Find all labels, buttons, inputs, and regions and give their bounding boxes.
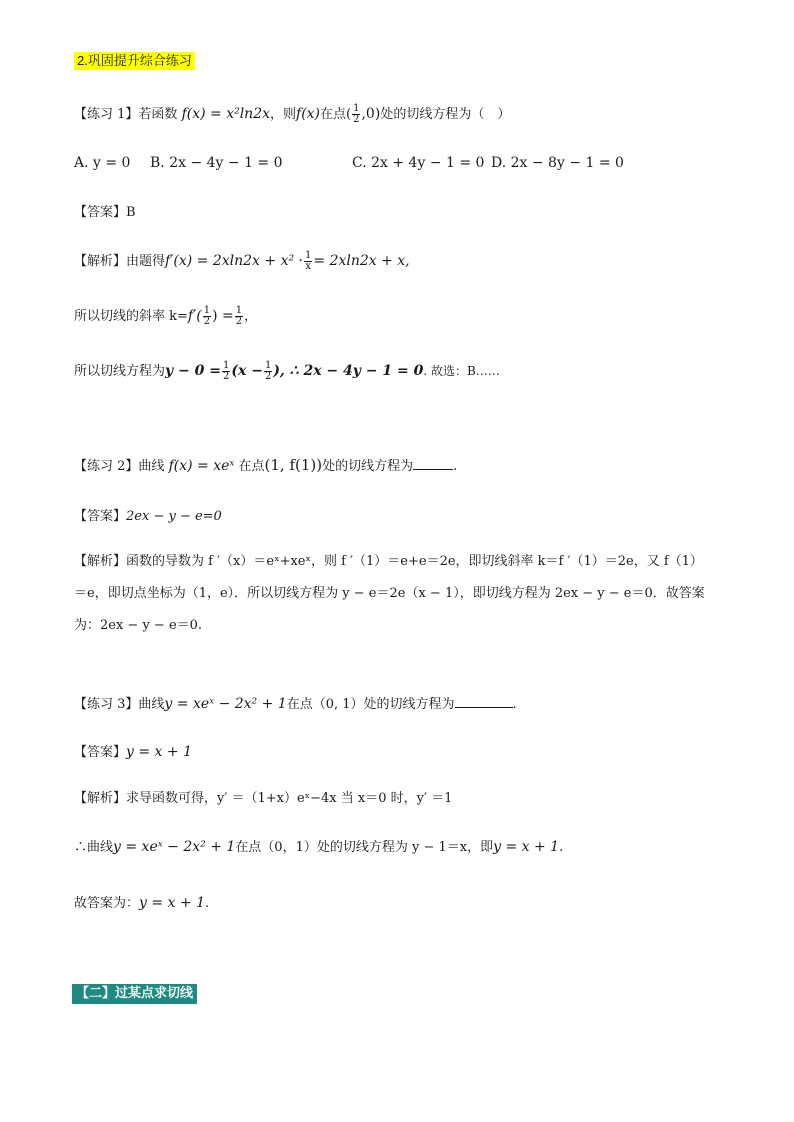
ex1-option-c xyxy=(352,155,484,171)
ex1-sol1-fraction xyxy=(304,251,312,272)
ex1-sol2-a: f′( xyxy=(187,308,202,324)
ex1-sol3-fd: 2 xyxy=(222,371,230,382)
ex3-solution-line1 xyxy=(74,787,452,806)
ex1-sol3-fraction2 xyxy=(264,361,272,382)
ex1-sol3-c: ), ∴ 2x − 4y − 1 = 0 xyxy=(273,363,424,379)
ex1-point-den: 2 xyxy=(353,114,360,125)
ex1-solution-line2 xyxy=(74,305,257,327)
section-heading xyxy=(74,52,195,70)
ex3-answer-label: 【答案】 xyxy=(74,745,127,760)
ex2-solution-label: 【解析】 xyxy=(74,554,127,569)
ex2-solution-text3: 为：2ex − y − e＝0. xyxy=(74,618,203,633)
ex1-q-mid: ，则 xyxy=(270,107,297,122)
option-c-text: C. 2x + 4y − 1 = 0 xyxy=(352,155,485,171)
ex2-point: (1, f(1)) xyxy=(264,456,323,474)
section2-heading-text: 【二】过某点求切线 xyxy=(76,986,194,1001)
ex2-q-mid: 在点 xyxy=(238,459,265,474)
ex1-sol3-fn: 1 xyxy=(222,360,230,371)
option-d-text: D. 2x − 8y − 1 = 0 xyxy=(491,155,624,171)
ex3-q-end: . xyxy=(512,697,517,712)
section-heading-text: 2.巩固提升综合练习 xyxy=(77,53,192,68)
ex1-answer-label: 【答案】 xyxy=(74,205,127,220)
ex1-option-b xyxy=(150,155,283,171)
ex2-answer-blank xyxy=(413,457,453,470)
ex3-solution-line3 xyxy=(74,892,209,911)
ex3-solution-text1: 求导函数可得，y′ ＝（1+x）eˣ−4x 当 x＝0 时，y′ ＝1 xyxy=(126,791,453,806)
ex1-fx: f(x) xyxy=(296,106,321,122)
ex1-sol2-b: ) = xyxy=(212,308,234,324)
ex3-answer-blank xyxy=(455,695,513,708)
ex1-function: f(x) = x²ln2x xyxy=(181,106,270,122)
ex1-answer xyxy=(74,201,136,220)
ex2-solution-line3 xyxy=(74,614,202,633)
ex1-answer-value: B xyxy=(126,205,136,220)
ex2-label: 【练习 2】 xyxy=(74,459,139,474)
ex1-sol2-result xyxy=(235,306,243,327)
ex1-sol3-gd: 2 xyxy=(264,371,272,382)
ex1-option-a xyxy=(74,155,130,171)
ex1-point-end: ,0) xyxy=(361,106,381,122)
ex3-sol2-function: y = xeˣ − 2x² + 1 xyxy=(113,839,236,855)
ex1-sol1-pre: 由题得 xyxy=(126,254,166,269)
ex1-sol3-pre: 所以切线方程为 xyxy=(74,364,166,379)
ex1-sol1-fd: x xyxy=(305,261,311,272)
ex2-question xyxy=(74,455,457,474)
ex1-sol2-fraction xyxy=(203,306,211,327)
ex2-solution-text2: ＝e，即切点坐标为（1，e）．所以切线方程为 y − e＝2e（x − 1），即切线方程为 2ex − y − e＝0．故答案 xyxy=(74,586,705,601)
ex1-q-pre: 若函数 xyxy=(138,107,178,122)
option-b-text: B. 2x − 4y − 1 = 0 xyxy=(150,155,283,171)
ex2-answer-label: 【答案】 xyxy=(74,509,127,524)
ex3-answer xyxy=(74,741,192,760)
ex1-sol3-gn: 1 xyxy=(264,360,272,371)
ex3-sol2-pre: ∴曲线 xyxy=(74,840,114,855)
section2-heading xyxy=(72,984,197,1004)
ex1-sol3-fraction xyxy=(222,361,230,382)
ex1-solution-label: 【解析】 xyxy=(74,254,127,269)
ex3-solution-line2 xyxy=(74,836,563,855)
ex2-solution-text1: 函数的导数为 f ′（x）＝eˣ+xeˣ，则 f ′（1）＝e+e＝2e，即切线斜率 k＝f ′（1）＝2e，又 f（1） xyxy=(126,554,703,569)
ex3-sol3-result: y = x + 1 xyxy=(139,895,205,911)
ex1-label: 【练习 1】 xyxy=(74,107,139,122)
ex1-sol2-rn: 1 xyxy=(235,305,243,316)
ex1-sol3-end: . 故选：B…… xyxy=(423,364,500,378)
ex1-point-num: 1 xyxy=(353,103,360,114)
ex1-sol2-rd: 2 xyxy=(235,316,243,327)
ex3-sol2-result: y = x + 1 xyxy=(493,839,560,855)
ex3-q-mid: 在点（0, 1）处的切线方程为 xyxy=(286,697,455,712)
ex1-point-fraction xyxy=(352,104,360,125)
ex3-sol2-mid: 在点（0，1）处的切线方程为 y − 1＝x，即 xyxy=(235,840,494,855)
ex2-function: f(x) = xeˣ xyxy=(168,458,235,474)
ex1-sol3-b: (x − xyxy=(231,363,263,379)
ex1-option-d xyxy=(491,155,624,171)
ex1-sol1-b: = 2xln2x + x, xyxy=(313,253,410,269)
option-a-text: A. y = 0 xyxy=(74,155,131,171)
ex2-q-end: . xyxy=(453,459,458,474)
ex2-q-pre: 曲线 xyxy=(138,459,165,474)
ex1-sol2-pre: 所以切线的斜率 k= xyxy=(74,309,188,324)
ex3-sol3-end: . xyxy=(205,896,210,911)
ex3-answer-value: y = x + 1 xyxy=(126,744,192,760)
ex1-sol2-fn: 1 xyxy=(203,305,211,316)
ex2-solution-line2 xyxy=(74,582,705,601)
ex1-q-at: 在点( xyxy=(320,107,352,122)
ex3-solution-label: 【解析】 xyxy=(74,791,127,806)
ex2-answer-value: 2ex − y − e=0 xyxy=(126,509,222,524)
ex3-sol3-pre: 故答案为： xyxy=(74,896,140,911)
ex1-solution-line3 xyxy=(74,360,500,382)
ex1-sol1-fn: 1 xyxy=(304,250,312,261)
ex3-function: y = xeˣ − 2x² + 1 xyxy=(164,696,287,712)
ex2-q-post: 处的切线方程为 xyxy=(322,459,414,474)
ex1-sol2-fd: 2 xyxy=(203,316,211,327)
ex3-question xyxy=(74,693,517,712)
ex1-sol2-end: ， xyxy=(244,309,258,324)
ex3-sol2-end: . xyxy=(559,840,564,855)
ex2-answer xyxy=(74,505,222,524)
ex3-label: 【练习 3】 xyxy=(74,697,139,712)
ex2-solution-line1 xyxy=(74,550,703,569)
ex1-q-post: 处的切线方程为（ ） xyxy=(380,107,511,122)
ex1-sol1-a: f′(x) = 2xln2x + x² · xyxy=(165,253,303,269)
ex1-question xyxy=(74,103,510,125)
ex1-solution-line1 xyxy=(74,250,410,272)
ex3-q-pre: 曲线 xyxy=(138,697,165,712)
ex1-sol3-a: y − 0 = xyxy=(165,363,221,379)
